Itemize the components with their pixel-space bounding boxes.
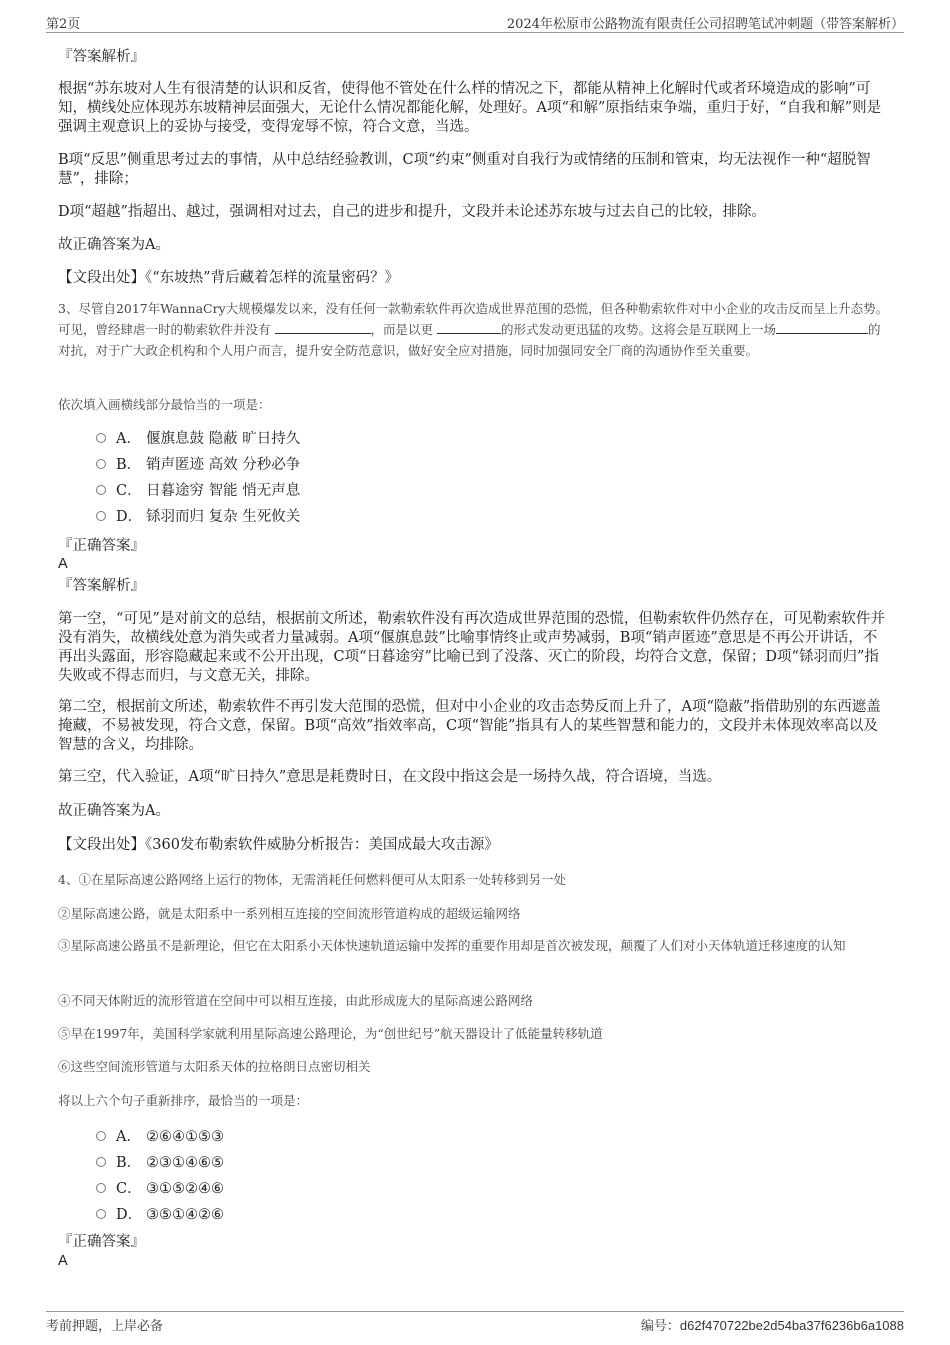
- q2-analysis-p1: 根据“苏东坡对人生有很清楚的认识和反省，使得他不管处在什么样的情况之下，都能从精神上化解时代或者环境造成的影响”可知，横线处应体现苏东坡精神层面强大，无论什么情况都能化解，处理好。A项“和解”原指结束争端，重归于好，“自我和解”则是强调主观意识上的妥协与接受，变得宠辱不惊，符合文意，当选。: [58, 81, 882, 135]
- q3-source: 【文段出处】《360发布勒索软件威胁分析报告：美国成最大攻击源》: [58, 837, 499, 853]
- radio-icon[interactable]: [96, 1131, 106, 1141]
- q4-option-c[interactable]: C． ③①⑤②④⑥: [96, 1176, 856, 1202]
- radio-icon[interactable]: [96, 1183, 106, 1193]
- q3-stem-part4: 的对抗，对于广大政企机构和个人用户而言，提升安全防范意识，做好安全应对措施，同时加强同安全厂商的沟通协作至关重要。: [58, 322, 881, 358]
- page-header: [46, 10, 904, 33]
- q3-analysis-p3: 第三空，代入验证，A项“旷日持久”意思是耗费时日，在文段中指这会是一场持久战，符合语境，当选。: [58, 769, 722, 785]
- q3-analysis-label: 『答案解析』: [58, 578, 145, 594]
- q2-conclusion: 故正确答案为A。: [58, 237, 170, 253]
- radio-icon[interactable]: [96, 1209, 106, 1219]
- q3-option-b[interactable]: B． 销声匿迹 高效 分秒必争: [96, 452, 856, 478]
- q4-option-b[interactable]: B． ②③①④⑥⑤: [96, 1150, 856, 1176]
- q2-analysis-p2: B项“反思”侧重思考过去的事情，从中总结经验教训，C项“约束”侧重对自我行为或情绪的压制和管束，均无法视作一种“超脱智慧”，排除；: [58, 152, 871, 187]
- q3-correct-label: 『正确答案』: [58, 538, 145, 554]
- q3-stem-part1: 3、尽管自2017年WannaCry大规模爆发以来，没有任何一款勒索软件再次造成世界范围的恐慌，但各种勒索软件对中小企业的攻击反而呈上升态势。可见，曾经肆虐一时的勒索软件并没有: [58, 301, 889, 337]
- q4-option-d[interactable]: D． ③⑤①④②⑥: [96, 1202, 856, 1228]
- q4-options: [96, 1124, 856, 1228]
- q3-option-a[interactable]: A． 偃旗息鼓 隐蔽 旷日持久: [96, 426, 856, 452]
- q2-source: 【文段出处】《“东坡热”背后藏着怎样的流量密码？》: [58, 270, 400, 286]
- q3-blank-2: [437, 321, 501, 334]
- radio-icon[interactable]: [96, 511, 106, 521]
- q4-sentence-4: ④不同天体附近的流形管道在空间中可以相互连接，由此形成庞大的星际高速公路网络: [58, 993, 534, 1008]
- q2-analysis-p3: D项“超越”指超出、越过，强调相对过去，自己的进步和提升，文段并未论述苏东坡与过去自己的比较，排除。: [58, 204, 766, 220]
- radio-icon[interactable]: [96, 1157, 106, 1167]
- q4-sentence-2: ②星际高速公路，就是太阳系中一系列相互连接的空间流形管道构成的超级运输网络: [58, 906, 521, 921]
- q3-option-d[interactable]: D． 铩羽而归 复杂 生死攸关: [96, 504, 856, 530]
- q4-sentence-5: ⑤早在1997年，美国科学家就利用星际高速公路理论，为“创世纪号”航天器设计了低能量转移轨道: [58, 1026, 603, 1041]
- q4-correct-label: 『正确答案』: [58, 1234, 145, 1250]
- q3-option-c[interactable]: C． 日暮途穷 智能 悄无声息: [96, 478, 856, 504]
- q3-conclusion: 故正确答案为A。: [58, 803, 170, 819]
- q4-sentence-1: 4、①在星际高速公路网络上运行的物体，无需消耗任何燃料便可从太阳系一处转移到另一处: [58, 872, 566, 887]
- q3-correct-answer: A: [58, 556, 68, 572]
- document-title: 2024年松原市公路物流有限责任公司招聘笔试冲刺题（带答案解析）: [506, 17, 904, 32]
- radio-icon[interactable]: [96, 485, 106, 495]
- radio-icon[interactable]: [96, 459, 106, 469]
- q4-option-a[interactable]: A． ②⑥④①⑤③: [96, 1124, 856, 1150]
- q4-correct-answer: A: [58, 1253, 68, 1269]
- page-footer: [46, 1311, 904, 1334]
- q3-analysis-p2: 第二空，根据前文所述，勒索软件不再引发大范围的恐慌，但对中小企业的攻击态势反而上升了，A项“隐蔽”指借助别的东西遮盖掩藏，不易被发现，符合文意，保留。B项“高效”指效率高，C项“智能”指具有人的某些智慧和能力的，文段并未体现效率高以及智慧的含义，均排除。: [58, 699, 881, 753]
- q3-blank-1: [275, 321, 371, 334]
- radio-icon[interactable]: [96, 433, 106, 443]
- q3-stem-part2: ，而是以更: [370, 322, 434, 337]
- q3-stem: [58, 298, 890, 361]
- page-number: 第2页: [46, 17, 81, 32]
- q4-prompt: 将以上六个句子重新排序，最恰当的一项是：: [58, 1093, 309, 1108]
- q4-sentence-6: ⑥这些空间流形管道与太阳系天体的拉格朗日点密切相关: [58, 1059, 371, 1074]
- document-code: 编号：d62f470722be2d54ba37f6236b6a1088: [640, 1318, 904, 1334]
- q2-analysis-label: 『答案解析』: [58, 49, 145, 65]
- q3-analysis-p1: 第一空，“可见”是对前文的总结，根据前文所述，勒索软件没有再次造成世界范围的恐慌，但勒索软件仍然存在，可见勒索软件并没有消失，故横线处意为消失或者力量减弱。A项“偃旗息鼓”比喻事情终止或声势减弱，B项“销声匿迹”意思是不再公开讲话，不再出头露面，形容隐藏起来或不公开出现，C项“日暮途穷”比喻已到了没落、灭亡的阶段，均符合文意，保留；D项“铩羽而归”指失败或不得志而归，与文意无关，排除。: [58, 611, 885, 684]
- q4-sentence-3: ③星际高速公路虽不是新理论，但它在太阳系小天体快速轨道运输中发挥的重要作用却是首次被发现，颠覆了人们对小天体轨道迁移速度的认知: [58, 938, 846, 953]
- footer-slogan: 考前押题，上岸必备: [46, 1319, 164, 1334]
- q3-prompt: 依次填入画横线部分最恰当的一项是：: [58, 397, 271, 412]
- q3-stem-part3: 的形式发动更迅猛的攻势。这将会是互联网上一场: [501, 322, 777, 337]
- q3-blank-3: [776, 321, 868, 334]
- q3-options: [96, 426, 856, 530]
